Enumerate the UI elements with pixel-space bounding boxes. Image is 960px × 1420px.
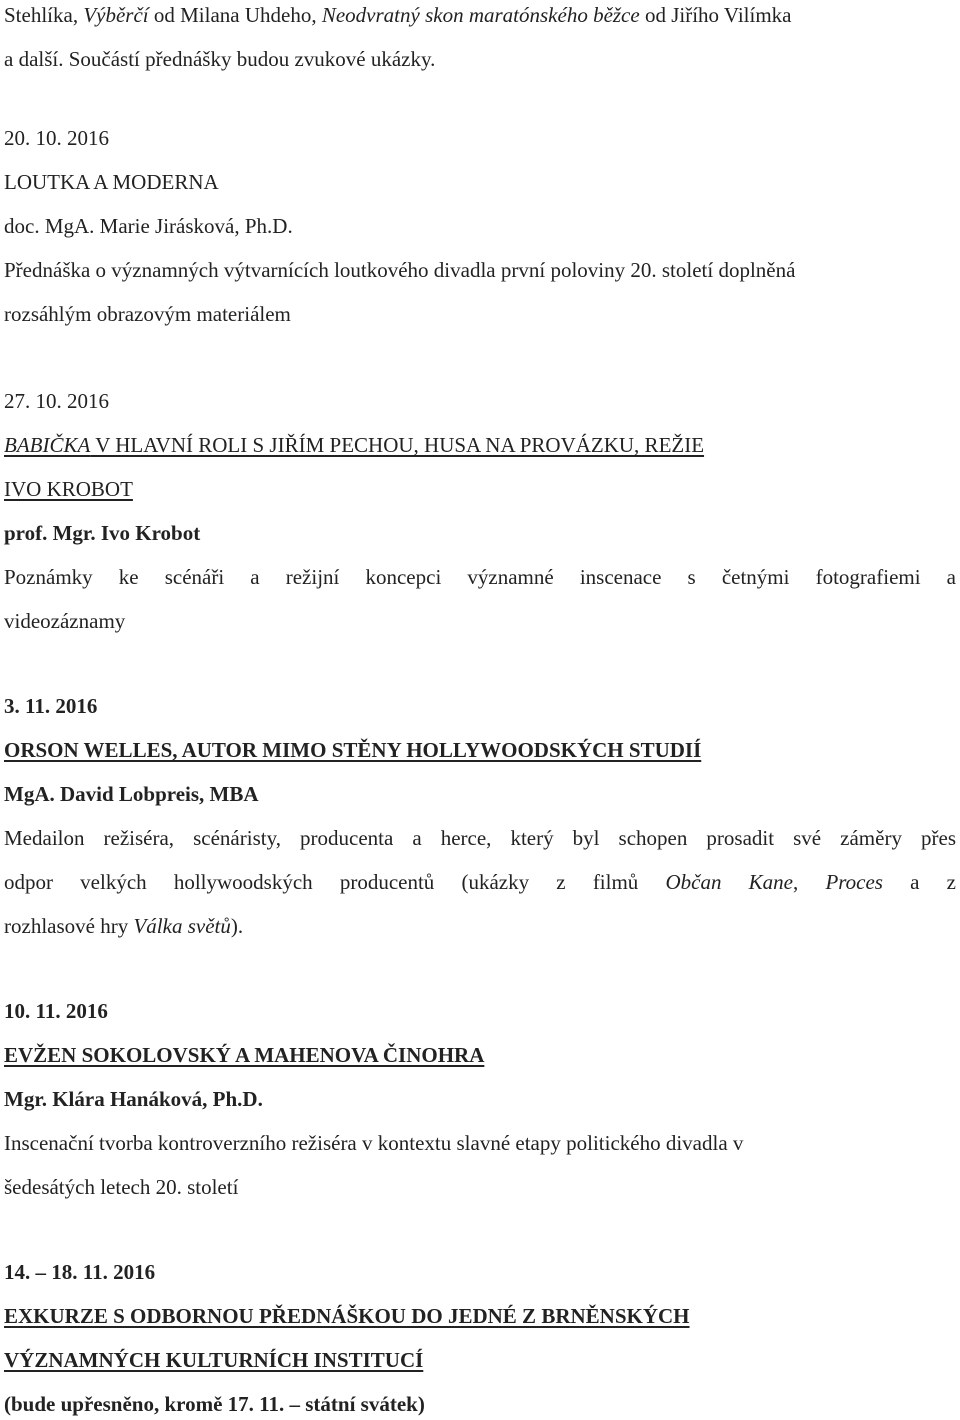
lecture-description — [4, 915, 956, 937]
lecture-description: Poznámky ke scénáři a režijní koncepci významné inscenace s četnými fotografiemi a — [4, 565, 956, 589]
lecture-title: ORSON WELLES, AUTOR MIMO STĚNY HOLLYWOODSKÝCH STUDIÍ — [4, 738, 702, 762]
excursion-note: (bude upřesněno, kromě 17. 11. – státní svátek) — [4, 1392, 425, 1416]
description-text: ). — [230, 914, 244, 938]
lecture-date: 20. 10. 2016 — [4, 126, 109, 150]
intro-line-1 — [4, 4, 956, 26]
lecture-title — [4, 434, 956, 456]
lecture-lecturer: MgA. David Lobpreis, MBA — [4, 782, 259, 806]
lecture-description: videozáznamy — [4, 609, 126, 633]
radio-play-title: Válka světů — [133, 914, 231, 938]
lecture-description — [4, 871, 956, 893]
intro-text: od Milana Uhdeho, — [148, 3, 322, 27]
intro-text: od Jiřího Vilímka — [639, 3, 792, 27]
description-text: odpor velkých hollywoodských producentů (ukázky z filmů — [4, 870, 666, 894]
lecture-title: EXKURZE S ODBORNOU PŘEDNÁŠKOU DO JEDNÉ Z BRNĚNSKÝCH — [4, 1304, 690, 1328]
lecture-title-text: V HLAVNÍ ROLI S JIŘÍM PECHOU, HUSA NA PROVÁZKU, REŽIE — [90, 433, 705, 457]
lecture-date: 3. 11. 2016 — [4, 694, 98, 718]
intro-text: Stehlíka, — [4, 3, 84, 27]
lecture-description: Medailon režiséra, scénáristy, producenta a herce, který byl schopen prosadit své záměry přes — [4, 826, 956, 850]
lecture-title-line-2: IVO KROBOT — [4, 477, 133, 501]
lecture-date: 10. 11. 2016 — [4, 999, 108, 1023]
intro-work-title: Neodvratný skon maratónského běžce — [321, 3, 640, 27]
lecture-3 — [4, 695, 956, 937]
description-text: rozhlasové hry — [4, 914, 134, 938]
lecture-2 — [4, 390, 956, 632]
lecture-lecturer: Mgr. Klára Hanáková, Ph.D. — [4, 1087, 263, 1111]
intro-work-title: Výběrčí — [83, 3, 149, 27]
film-title: Proces — [825, 870, 883, 894]
lecture-title: EVŽEN SOKOLOVSKÝ A MAHENOVA ČINOHRA — [4, 1043, 485, 1067]
description-text: , — [793, 870, 826, 894]
lecture-title-line-2: VÝZNAMNÝCH KULTURNÍCH INSTITUCÍ — [4, 1348, 424, 1372]
lecture-lecturer: prof. Mgr. Ivo Krobot — [4, 521, 201, 545]
lecture-lecturer: doc. MgA. Marie Jirásková, Ph.D. — [4, 214, 293, 238]
lecture-date: 14. – 18. 11. 2016 — [4, 1260, 156, 1284]
lecture-description: Přednáška o významných výtvarnících loutkového divadla první poloviny 20. století doplněná — [4, 258, 796, 282]
lecture-description: šedesátých letech 20. století — [4, 1175, 239, 1199]
film-title: Občan Kane — [665, 870, 793, 894]
lecture-1 — [4, 127, 956, 325]
lecture-title: LOUTKA A MODERNA — [4, 170, 219, 194]
lecture-title-work: BABIČKA — [4, 433, 91, 457]
intro-line-2: a další. Součástí přednášky budou zvukové ukázky. — [4, 47, 436, 71]
lecture-date: 27. 10. 2016 — [4, 389, 109, 413]
excursion — [4, 1261, 956, 1415]
lecture-description: Inscenační tvorba kontroverzního režiséra v kontextu slavné etapy politického divadla v — [4, 1131, 744, 1155]
description-text: a z — [882, 870, 956, 894]
intro-paragraph — [4, 4, 956, 70]
lecture-description: rozsáhlým obrazovým materiálem — [4, 302, 291, 326]
lecture-4 — [4, 1000, 956, 1198]
